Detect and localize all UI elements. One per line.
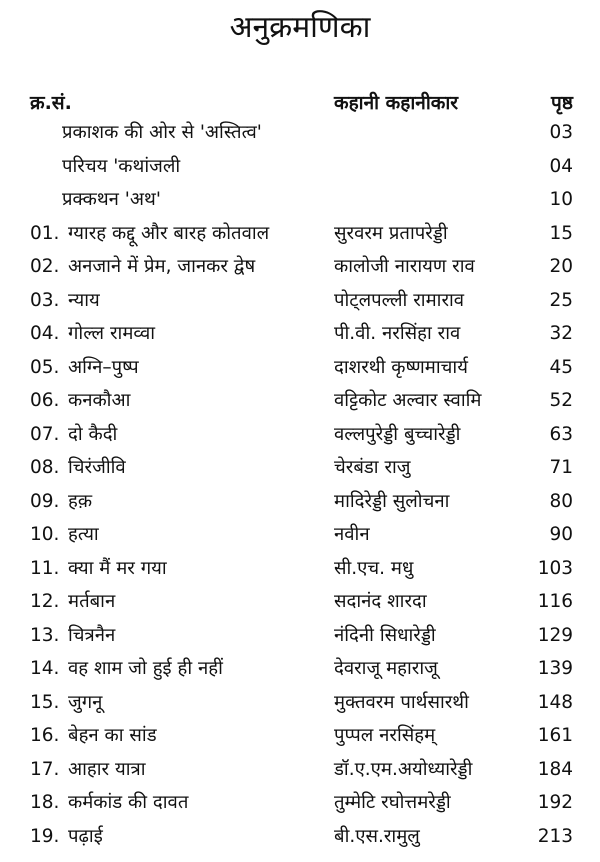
story-row [0, 788, 600, 822]
page-number: 192 [537, 792, 573, 813]
story-author: पी.वी. नरसिंहा राव [334, 323, 461, 344]
story-title: चित्रनैन [68, 624, 116, 646]
story-number: 17. [30, 758, 60, 780]
page-number: 161 [537, 725, 573, 746]
page-number: 03 [549, 122, 573, 143]
story-number: 04. [30, 323, 60, 344]
story-title: वह शाम जो हुई ही नहीं [68, 658, 223, 679]
story-row [0, 721, 600, 755]
page-number: 45 [549, 356, 573, 378]
story-number: 02. [30, 256, 60, 277]
story-number: 16. [30, 725, 60, 746]
story-author: सी.एच. मधु [334, 557, 414, 579]
story-row [0, 755, 600, 789]
story-number: 08. [30, 457, 60, 478]
story-row [0, 286, 600, 320]
page-number: 20 [549, 256, 573, 277]
page-title: अनुक्रमणिका [229, 10, 371, 45]
page-number: 71 [549, 457, 573, 478]
story-author: सुरवरम प्रतापरेड्डी [334, 222, 448, 244]
story-row [0, 319, 600, 353]
page-number: 25 [549, 289, 573, 311]
page-number: 32 [549, 323, 573, 344]
story-number: 15. [30, 691, 60, 713]
story-row [0, 621, 600, 655]
story-number: 03. [30, 289, 60, 311]
story-number: 05. [30, 356, 60, 378]
story-row [0, 587, 600, 621]
story-number: 09. [30, 490, 60, 512]
story-number: 13. [30, 624, 60, 646]
story-title: दो कैदी [68, 423, 118, 445]
story-title: हक़ [68, 490, 93, 512]
story-author: दाशरथी कृष्णमाचार्य [334, 356, 468, 378]
story-row [0, 353, 600, 387]
story-title: अनजाने में प्रेम, जानकर द्वेष [68, 256, 256, 277]
prelim-row [0, 152, 600, 186]
story-author: सदानंद शारदा [334, 591, 427, 612]
story-title: आहार यात्रा [68, 758, 146, 780]
story-title: जुगनू [68, 691, 103, 713]
story-number: 12. [30, 591, 60, 612]
story-author: तुम्मेटि रघोत्तमरेड्डी [334, 792, 451, 813]
prelim-title: प्रक्कथन 'अथ' [62, 189, 161, 210]
header-serial: क्र.सं. [30, 92, 72, 114]
story-title: गोल्ल रामव्वा [68, 323, 156, 344]
prelim-row [0, 118, 600, 152]
story-number: 06. [30, 390, 60, 411]
page-number: 129 [537, 624, 573, 646]
story-title: ग्यारह कद्दू और बारह कोतवाल [68, 222, 270, 244]
story-number: 10. [30, 524, 60, 545]
story-number: 19. [30, 825, 60, 847]
page-number: 63 [549, 423, 573, 445]
story-author: पुप्पल नरसिंहम् [334, 725, 436, 746]
story-title: हत्या [68, 524, 99, 545]
story-author: नवीन [334, 524, 370, 545]
story-row [0, 520, 600, 554]
story-title: मर्तबान [68, 591, 116, 612]
page-number: 52 [549, 390, 573, 411]
page-number: 148 [537, 691, 573, 713]
story-row [0, 487, 600, 521]
story-row [0, 386, 600, 420]
story-author: वल्लपुरेड्डी बुच्चारेड्डी [334, 423, 461, 445]
table-header [0, 88, 600, 118]
page-number: 184 [537, 758, 573, 780]
story-row [0, 252, 600, 286]
page-number: 213 [537, 825, 573, 847]
story-author: बी.एस.रामुलु [334, 825, 420, 847]
story-author: कालोजी नारायण राव [334, 256, 475, 277]
story-title: क्या मैं मर गया [68, 557, 167, 579]
page-number: 04 [549, 155, 573, 177]
page-number: 139 [537, 658, 573, 679]
header-page: पृष्ठ [551, 92, 573, 114]
story-row [0, 654, 600, 688]
story-row [0, 219, 600, 253]
story-author: डॉ.ए.एम.अयोध्यारेड्डी [334, 758, 473, 780]
page-number: 116 [537, 591, 573, 612]
page-number: 90 [549, 524, 573, 545]
story-title: अग्नि–पुष्प [68, 356, 139, 378]
story-author: मुक्तवरम पार्थसारथी [334, 691, 469, 713]
story-author: वट्टिकोट अल्वार स्वामि [334, 390, 482, 411]
story-title: चिरंजीवि [68, 457, 126, 478]
story-row [0, 688, 600, 722]
story-author: मादिरेड्डी सुलोचना [334, 490, 450, 512]
page-number: 15 [549, 222, 573, 244]
page-number: 10 [549, 189, 573, 210]
header-story-author: कहानी कहानीकार [334, 92, 459, 114]
story-number: 07. [30, 423, 60, 445]
contents-list [0, 118, 600, 855]
story-number: 11. [30, 557, 60, 579]
prelim-title: परिचय 'कथांजली [62, 155, 181, 177]
story-title: पढ़ाई [68, 825, 103, 847]
story-number: 01. [30, 222, 60, 244]
story-title: बेहन का सांड [68, 725, 157, 746]
page-number: 103 [537, 557, 573, 579]
story-author: चेरबंडा राजु [334, 457, 411, 478]
story-author: नंदिनी सिधारेड्डी [334, 624, 436, 646]
story-number: 14. [30, 658, 60, 679]
story-title: न्याय [68, 289, 100, 311]
story-row [0, 453, 600, 487]
story-number: 18. [30, 792, 60, 813]
story-row [0, 554, 600, 588]
story-title: कनकौआ [68, 390, 131, 411]
story-title: कर्मकांड की दावत [68, 792, 189, 813]
story-row [0, 822, 600, 856]
story-row [0, 420, 600, 454]
story-author: देवराजू महाराजू [334, 658, 438, 679]
prelim-row [0, 185, 600, 219]
page-number: 80 [549, 490, 573, 512]
prelim-title: प्रकाशक की ओर से 'अस्तित्व' [62, 122, 262, 143]
story-author: पोट्लपल्ली रामाराव [334, 289, 465, 311]
